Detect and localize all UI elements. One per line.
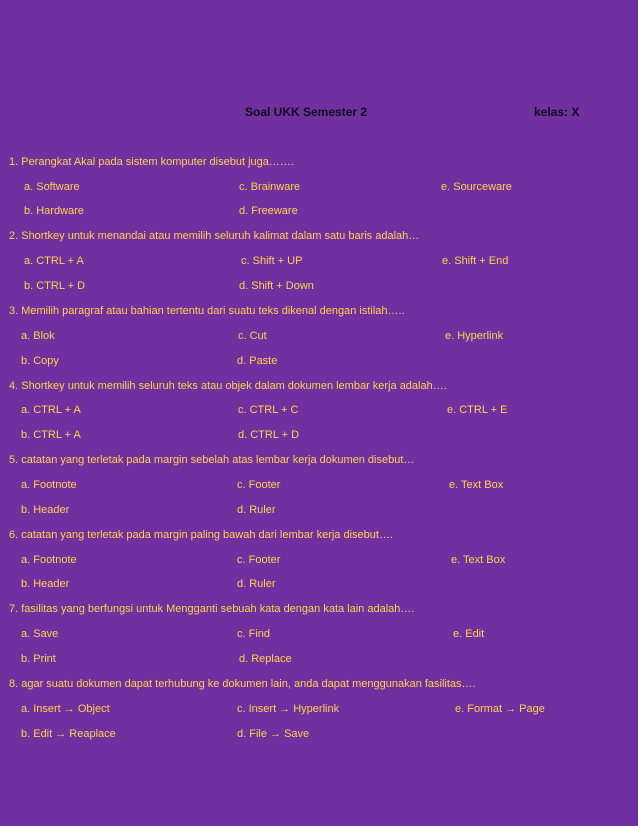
question-2-option-a: a. CTRL + A	[24, 255, 84, 267]
question-1-option-d: d. Freeware	[239, 205, 298, 217]
question-4-option-a: a. CTRL + A	[21, 404, 81, 416]
question-3: 3. Memilih paragraf atau bahian tertentu dari suatu teks dikenal dengan istilah…..	[9, 305, 405, 317]
question-2: 2. Shortkey untuk menandai atau memilih seluruh kalimat dalam satu baris adalah…	[9, 230, 420, 242]
class-label: kelas: X	[534, 105, 580, 119]
question-8-option-c: c. Insert → Hyperlink	[237, 703, 340, 715]
question-3-option-c: c. Cut	[238, 330, 267, 342]
question-8-option-b: b. Edit → Reaplace	[21, 728, 116, 740]
question-1-option-b: b. Hardware	[24, 205, 84, 217]
question-7-option-b: b. Print	[21, 653, 56, 665]
question-6-option-e: e. Text Box	[451, 554, 506, 566]
question-1: 1. Perangkat Akal pada sistem komputer disebut juga…….	[9, 156, 294, 168]
question-5-option-b: b. Header	[21, 504, 70, 516]
page-title: Soal UKK Semester 2	[245, 105, 368, 119]
question-4: 4. Shortkey untuk memilih seluruh teks atau objek dalam dokumen lembar kerja adalah….	[9, 380, 447, 392]
question-1-option-e: e. Sourceware	[441, 181, 512, 193]
question-3-option-e: e. Hyperlink	[445, 330, 504, 342]
question-2-option-e: e. Shift + End	[442, 255, 509, 267]
question-4-option-e: e. CTRL + E	[447, 404, 508, 416]
question-7-option-d: d. Replace	[239, 653, 292, 665]
question-2-option-b: b. CTRL + D	[24, 280, 86, 292]
question-8-option-a: a. Insert → Object	[21, 703, 110, 715]
question-4-option-b: b. CTRL + A	[21, 429, 81, 441]
question-2-option-d: d. Shift + Down	[239, 280, 314, 292]
question-4-option-d: d. CTRL + D	[238, 429, 300, 441]
question-6-option-d: d. Ruler	[237, 578, 276, 590]
question-5-option-e: e. Text Box	[449, 479, 504, 491]
question-6-option-b: b. Header	[21, 578, 70, 590]
question-6-option-c: c. Footer	[237, 554, 281, 566]
question-5-option-d: d. Ruler	[237, 504, 276, 516]
question-3-option-a: a. Blok	[21, 330, 55, 342]
question-7-option-e: e. Edit	[453, 628, 485, 640]
question-3-option-b: b. Copy	[21, 355, 59, 367]
question-7-option-c: c. Find	[237, 628, 271, 640]
question-7-option-a: a. Save	[21, 628, 59, 640]
question-5-option-c: c. Footer	[237, 479, 281, 491]
question-4-option-c: c. CTRL + C	[238, 404, 299, 416]
question-1-option-c: c. Brainware	[239, 181, 301, 193]
question-5-option-a: a. Footnote	[21, 479, 77, 491]
question-1-option-a: a. Software	[24, 181, 80, 193]
question-2-option-c: c. Shift + UP	[241, 255, 303, 267]
question-8-option-d: d. File → Save	[237, 728, 310, 740]
question-6: 6. catatan yang terletak pada margin paling bawah dari lembar kerja disebut….	[9, 529, 394, 541]
question-6-option-a: a. Footnote	[21, 554, 77, 566]
question-5: 5. catatan yang terletak pada margin sebelah atas lembar kerja dokumen disebut…	[9, 454, 415, 466]
question-3-option-d: d. Paste	[237, 355, 278, 367]
question-7: 7. fasilitas yang berfungsi untuk Mengganti sebuah kata dengan kata lain adalah….	[9, 603, 415, 615]
question-8-option-e: e. Format → Page	[455, 703, 545, 715]
question-8: 8. agar suatu dokumen dapat terhubung ke dokumen lain, anda dapat menggunakan fasilitas….	[9, 678, 476, 690]
